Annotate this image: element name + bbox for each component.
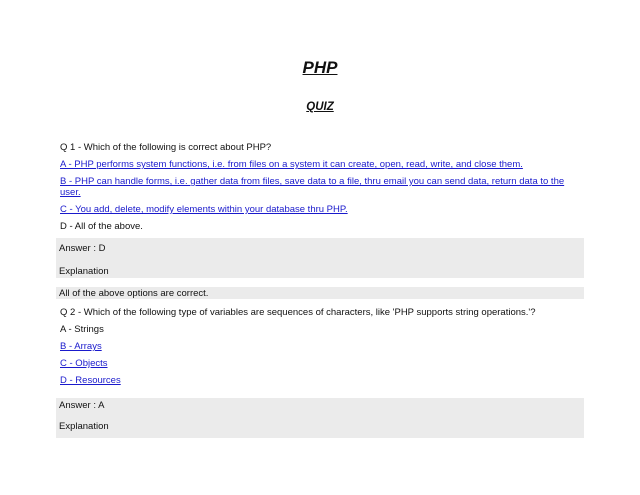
- q2-option-b-link[interactable]: B - Arrays: [60, 341, 102, 352]
- q1-option-b[interactable]: [60, 176, 585, 198]
- q1-question: Q 1 - Which of the following is correct about PHP?: [60, 142, 272, 153]
- q2-option-d[interactable]: [60, 375, 585, 386]
- q1-explanation: All of the above options are correct.: [59, 288, 209, 299]
- q1-option-b-link[interactable]: B - PHP can handle forms, i.e. gather data from files, save data to a file, thru email you can send data, return data to the user.: [60, 176, 565, 198]
- q1-option-c-link[interactable]: C - You add, delete, modify elements within your database thru PHP.: [60, 204, 348, 215]
- q1-option-d: D - All of the above.: [60, 221, 143, 232]
- q2-answer-box: [56, 398, 584, 438]
- page-title: PHP: [302, 58, 338, 77]
- q1-answer-box: [56, 238, 584, 278]
- q2-option-c[interactable]: [60, 358, 585, 369]
- q2-option-a: A - Strings: [60, 324, 104, 335]
- q1-option-a[interactable]: [60, 159, 585, 170]
- q1-option-a-link[interactable]: A - PHP performs system functions, i.e. from files on a system it can create, open, read, write, and close them.: [60, 159, 523, 170]
- q1-explanation-box: [56, 287, 584, 299]
- q2-option-d-link[interactable]: D - Resources: [60, 375, 121, 386]
- q2-answer: Answer : A: [59, 400, 105, 411]
- q1-explanation-label: Explanation: [59, 266, 109, 277]
- q2-option-b[interactable]: [60, 341, 585, 352]
- q2-explanation-label: Explanation: [59, 421, 109, 432]
- page-subtitle: QUIZ: [306, 101, 334, 113]
- q1-option-c[interactable]: [60, 204, 585, 215]
- q1-answer: Answer : D: [59, 243, 106, 254]
- q2-option-c-link[interactable]: C - Objects: [60, 358, 108, 369]
- q2-question: Q 2 - Which of the following type of variables are sequences of characters, like 'PHP supports string operations.'?: [60, 307, 536, 318]
